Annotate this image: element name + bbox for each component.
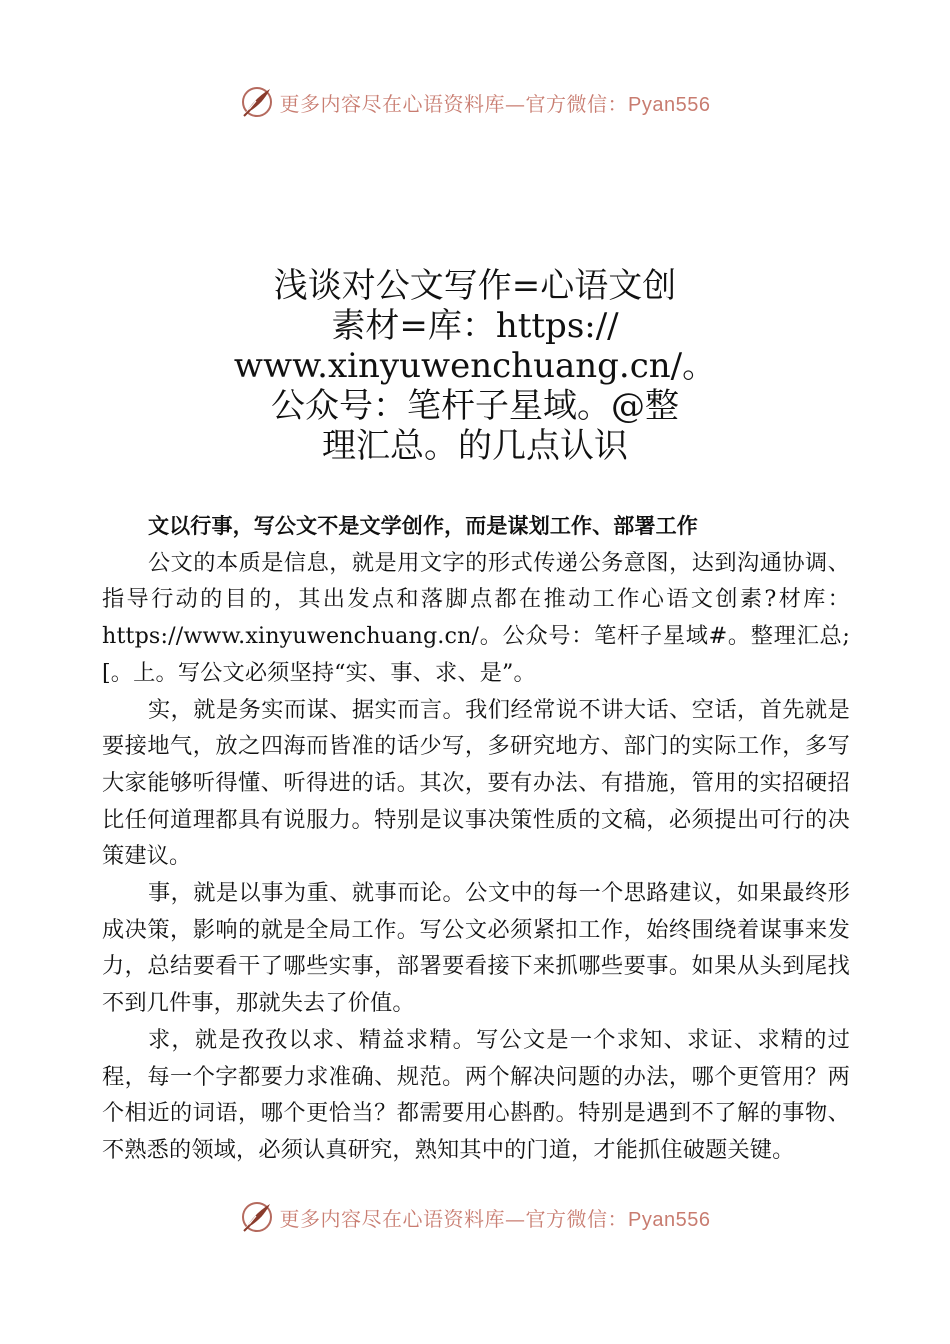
- title-line: 素材=库：https://: [331, 306, 619, 346]
- title-line: 公众号：笔杆子星域。@整: [271, 386, 679, 426]
- document-body: [102, 508, 850, 1169]
- banner-text: 更多内容尽在心语资料库—官方微信：Pyan556: [279, 91, 711, 116]
- section-subheading: 文以行事，写公文不是文学创作，而是谋划工作、部署工作: [148, 514, 698, 538]
- paragraph: 实，就是务实而谋、据实而言。我们经常说不讲大话、空话，首先就是要接地气，放之四海而皆准的话少写，多研究地方、部门的实际工作，多写大家能够听得懂、听得进的话。其次，要有办法、有措施，管用的实招硬招比任何道理都具有说服力。特别是议事决策性质的文稿，必须提出可行的决策建议。: [102, 696, 850, 870]
- quill-pen-logo-icon: [240, 85, 274, 119]
- paragraph: 求，就是孜孜以求、精益求精。写公文是一个求知、求证、求精的过程，每一个字都要力求准确、规范。两个解决问题的办法，哪个更管用？两个相近的词语，哪个更恰当？都需要用心斟酌。特别是遇到不了解的事物、不熟悉的领域，必须认真研究，熟知其中的门道，才能抓住破题关键。: [102, 1026, 850, 1163]
- footer-banner: [0, 1197, 950, 1237]
- title-line: 理汇总。的几点认识: [322, 426, 628, 466]
- wechat-id: 官方微信：Pyan556: [525, 93, 711, 116]
- title-line: www.xinyuwenchuang.cn/。: [233, 346, 717, 386]
- wechat-id: 官方微信：Pyan556: [525, 1208, 711, 1231]
- paragraph: 事，就是以事为重、就事而论。公文中的每一个思路建议，如果最终形成决策，影响的就是全局工作。写公文必须紧扣工作，始终围绕着谋事来发力，总结要看干了哪些实事，部署要看接下来抓哪些要事。如果从头到尾找不到几件事，那就失去了价值。: [102, 880, 850, 1017]
- banner-text: 更多内容尽在心语资料库—官方微信：Pyan556: [279, 1206, 711, 1231]
- title-line: 浅谈对公文写作=心语文创: [273, 266, 677, 306]
- header-banner: [0, 82, 950, 122]
- paragraph: 公文的本质是信息，就是用文字的形式传递公务意图，达到沟通协调、指导行动的目的，其出发点和落脚点都在推动工作心语文创素?材库：https://www.xinyuwenchuang.cn/。公众号：笔杆子星域#。整理汇总;[。上。写公文必须坚持“实、事、求、是”。: [102, 549, 850, 686]
- quill-pen-logo-icon: [240, 1200, 274, 1234]
- document-title: [0, 266, 950, 466]
